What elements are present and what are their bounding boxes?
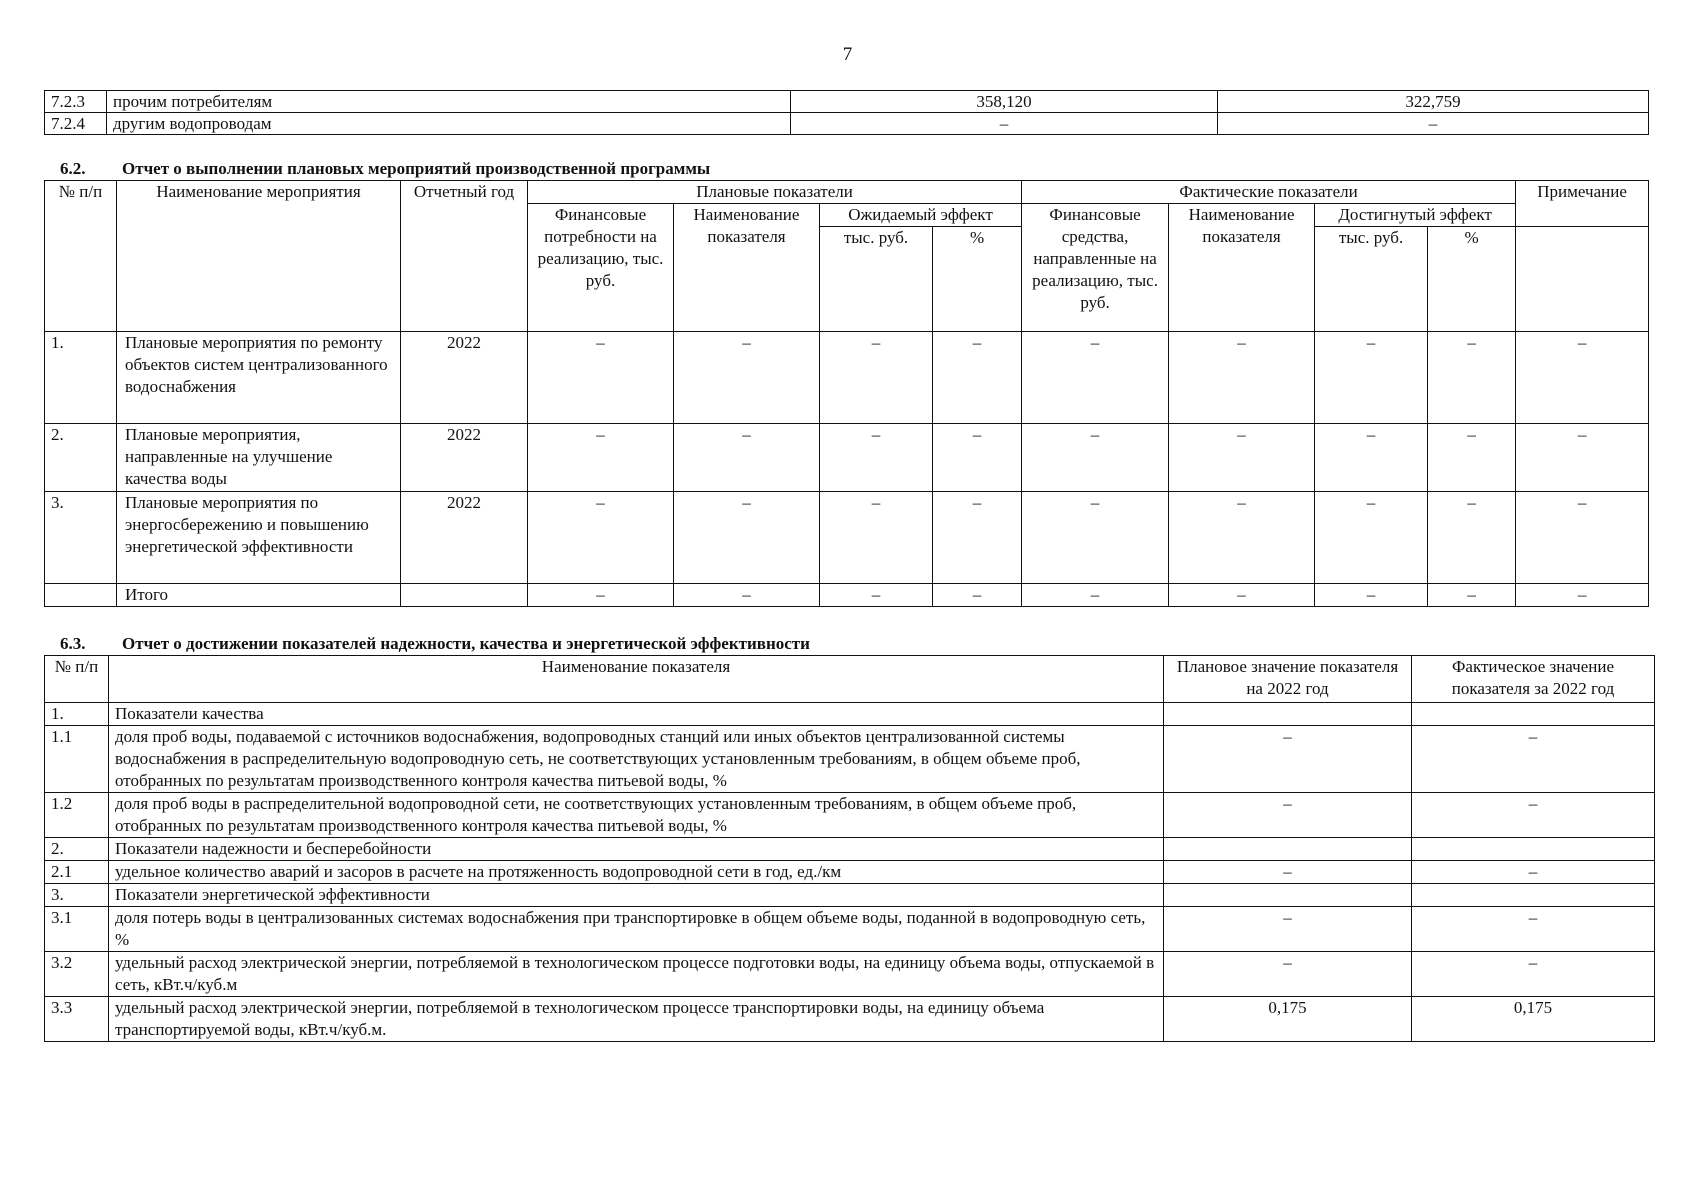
row-number xyxy=(45,584,117,607)
header-plan: Плановое значение показателя на 2022 год xyxy=(1164,656,1412,703)
cell-value: – xyxy=(1428,424,1516,492)
cell-value: – xyxy=(528,424,674,492)
header-rub: тыс. руб. xyxy=(820,227,933,332)
row-plan: – xyxy=(1164,907,1412,952)
cell-value: – xyxy=(1516,492,1649,584)
row-name: удельный расход электрической энергии, потребляемой в технологическом процессе подготовки воды, на единицу объема воды, отпускаемой в сеть, кВт.ч/куб.м xyxy=(109,952,1164,997)
cell-value: – xyxy=(528,584,674,607)
indicators-table xyxy=(44,655,1655,1042)
activities-table xyxy=(44,180,1649,607)
cell-value: – xyxy=(1428,584,1516,607)
row-name: Показатели энергетической эффективности xyxy=(109,884,1164,907)
row-value: – xyxy=(791,113,1218,135)
cell-value: – xyxy=(1022,492,1169,584)
header-plan: Плановые показатели xyxy=(528,181,1022,204)
row-number: 2. xyxy=(45,838,109,861)
cell-value: – xyxy=(674,492,820,584)
section-title: Отчет о достижении показателей надежности, качества и энергетической эффективности xyxy=(122,634,810,653)
header-pct: % xyxy=(933,227,1022,332)
row-number: 2.1 xyxy=(45,861,109,884)
row-fact: – xyxy=(1412,952,1655,997)
row-number: 3.2 xyxy=(45,952,109,997)
table-row xyxy=(45,424,1649,492)
cell-value: – xyxy=(1022,424,1169,492)
header-fact: Фактические показатели xyxy=(1022,181,1516,204)
row-plan: 0,175 xyxy=(1164,997,1412,1042)
row-fact xyxy=(1412,884,1655,907)
row-year xyxy=(401,584,528,607)
row-name: удельный расход электрической энергии, потребляемой в технологическом процессе транспортировки воды, на единицу объема транспортируемой воды, кВт.ч/куб.м. xyxy=(109,997,1164,1042)
row-number: 7.2.4 xyxy=(45,113,107,135)
cell-value: – xyxy=(820,584,933,607)
table-row xyxy=(45,952,1655,997)
cell-value: – xyxy=(1169,584,1315,607)
table-row xyxy=(45,726,1655,793)
cell-value: – xyxy=(674,424,820,492)
cell-value: – xyxy=(1315,424,1428,492)
header-note-empty xyxy=(1516,227,1649,332)
header-note: Примечание xyxy=(1516,181,1649,227)
cell-value: – xyxy=(1022,332,1169,424)
cell-value: – xyxy=(1315,492,1428,584)
table-row xyxy=(45,793,1655,838)
row-name: доля проб воды в распределительной водопроводной сети, не соответствующих установленным требованиям, в общем объеме проб, отобранных по результатам производственного контроля качества питьевой воды, % xyxy=(109,793,1164,838)
cell-value: – xyxy=(528,492,674,584)
row-name: Плановые мероприятия, направленные на улучшение качества воды xyxy=(117,424,401,492)
row-fact: – xyxy=(1412,861,1655,884)
row-number: 2. xyxy=(45,424,117,492)
row-fact xyxy=(1412,838,1655,861)
row-plan: – xyxy=(1164,861,1412,884)
row-number: 3. xyxy=(45,884,109,907)
header-plan-effect: Ожидаемый эффект xyxy=(820,204,1022,227)
row-fact xyxy=(1412,703,1655,726)
section-heading xyxy=(60,159,710,179)
cell-value: – xyxy=(1428,492,1516,584)
section-number: 6.3. xyxy=(60,634,86,653)
row-plan: – xyxy=(1164,793,1412,838)
cell-value: – xyxy=(933,492,1022,584)
row-plan xyxy=(1164,838,1412,861)
cell-value: – xyxy=(1315,584,1428,607)
group-row xyxy=(45,703,1655,726)
header-name: Наименование показателя xyxy=(109,656,1164,703)
row-value: 322,759 xyxy=(1218,91,1649,113)
table-row xyxy=(45,113,1649,135)
cell-value: – xyxy=(933,424,1022,492)
row-number: 1.2 xyxy=(45,793,109,838)
row-year: 2022 xyxy=(401,332,528,424)
row-name: Плановые мероприятия по ремонту объектов систем централизованного водоснабжения xyxy=(117,332,401,424)
header-rub: тыс. руб. xyxy=(1315,227,1428,332)
cell-value: – xyxy=(674,584,820,607)
header-num: № п/п xyxy=(45,181,117,332)
group-row xyxy=(45,884,1655,907)
row-name: Плановые мероприятия по энергосбережению и повышению энергетической эффективности xyxy=(117,492,401,584)
cell-value: – xyxy=(1169,492,1315,584)
row-plan: – xyxy=(1164,726,1412,793)
table-row xyxy=(45,91,1649,113)
cell-value: – xyxy=(820,424,933,492)
row-year: 2022 xyxy=(401,424,528,492)
row-number: 3.3 xyxy=(45,997,109,1042)
row-name: прочим потребителям xyxy=(107,91,791,113)
header-year: Отчетный год xyxy=(401,181,528,332)
cell-value: – xyxy=(820,332,933,424)
row-name: другим водопроводам xyxy=(107,113,791,135)
row-name: Показатели качества xyxy=(109,703,1164,726)
cell-value: – xyxy=(1022,584,1169,607)
table-row xyxy=(45,997,1655,1042)
table-row xyxy=(45,861,1655,884)
row-plan: – xyxy=(1164,952,1412,997)
page-number: 7 xyxy=(842,44,853,65)
cell-value: – xyxy=(1169,332,1315,424)
header-name: Наименование мероприятия xyxy=(117,181,401,332)
cell-value: – xyxy=(1516,584,1649,607)
section-heading xyxy=(60,634,810,654)
continuation-table xyxy=(44,90,1649,135)
table-row xyxy=(45,332,1649,424)
row-number: 3. xyxy=(45,492,117,584)
row-number: 1. xyxy=(45,332,117,424)
cell-value: – xyxy=(1315,332,1428,424)
row-name: Показатели надежности и бесперебойности xyxy=(109,838,1164,861)
header-fact-effect: Достигнутый эффект xyxy=(1315,204,1516,227)
row-fact: – xyxy=(1412,726,1655,793)
section-title: Отчет о выполнении плановых мероприятий производственной программы xyxy=(122,159,711,178)
row-fact: – xyxy=(1412,793,1655,838)
section-number: 6.2. xyxy=(60,159,86,178)
row-name: удельное количество аварий и засоров в расчете на протяженность водопроводной сети в год, ед./км xyxy=(109,861,1164,884)
header-plan-fin: Финансовые потребности на реализацию, тыс. руб. xyxy=(528,204,674,332)
header-fact: Фактическое значение показателя за 2022 год xyxy=(1412,656,1655,703)
row-fact: 0,175 xyxy=(1412,997,1655,1042)
row-name: доля проб воды, подаваемой с источников водоснабжения, водопроводных станций или иных объектов централизованной системы водоснабжения в распределительную водопроводную сеть, не соответствующих установленным требованиям, в общем объеме проб, отобранных по результатам производственного контроля качества питьевой воды, % xyxy=(109,726,1164,793)
cell-value: – xyxy=(674,332,820,424)
header-num: № п/п xyxy=(45,656,109,703)
header-fact-fin: Финансовые средства, направленные на реализацию, тыс. руб. xyxy=(1022,204,1169,332)
header-plan-indicator: Наименование показателя xyxy=(674,204,820,332)
cell-value: – xyxy=(933,332,1022,424)
cell-value: – xyxy=(528,332,674,424)
cell-value: – xyxy=(933,584,1022,607)
cell-value: – xyxy=(1169,424,1315,492)
row-fact: – xyxy=(1412,907,1655,952)
row-name: Итого xyxy=(117,584,401,607)
cell-value: – xyxy=(1516,424,1649,492)
row-plan xyxy=(1164,703,1412,726)
table-row xyxy=(45,907,1655,952)
row-plan xyxy=(1164,884,1412,907)
row-number: 1.1 xyxy=(45,726,109,793)
row-number: 3.1 xyxy=(45,907,109,952)
row-year: 2022 xyxy=(401,492,528,584)
row-number: 7.2.3 xyxy=(45,91,107,113)
cell-value: – xyxy=(1516,332,1649,424)
total-row xyxy=(45,584,1649,607)
group-row xyxy=(45,838,1655,861)
row-number: 1. xyxy=(45,703,109,726)
row-value: 358,120 xyxy=(791,91,1218,113)
header-pct: % xyxy=(1428,227,1516,332)
cell-value: – xyxy=(1428,332,1516,424)
cell-value: – xyxy=(820,492,933,584)
row-name: доля потерь воды в централизованных системах водоснабжения при транспортировке в общем объеме воды, поданной в водопроводную сеть, % xyxy=(109,907,1164,952)
row-value: – xyxy=(1218,113,1649,135)
table-row xyxy=(45,492,1649,584)
header-fact-indicator: Наименование показателя xyxy=(1169,204,1315,332)
